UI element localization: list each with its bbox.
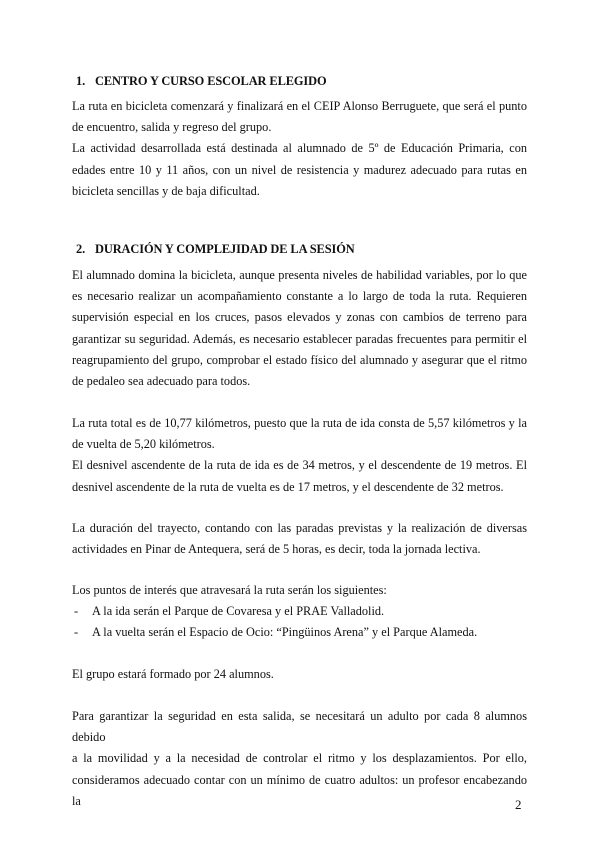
list-dash: - <box>74 604 79 618</box>
section-2-title: DURACIÓN Y COMPLEJIDAD DE LA SESIÓN <box>95 242 355 256</box>
section-1-heading <box>76 74 327 89</box>
section-1-title: CENTRO Y CURSO ESCOLAR ELEGIDO <box>95 74 327 88</box>
section-2-group-size <box>72 664 527 685</box>
section-2-interest-intro <box>72 580 527 601</box>
text-line: bicicleta sencillas y de baja dificultad. <box>72 183 260 198</box>
text-line: El desnivel ascendente de la ruta de ida es de 34 metros, y el descendente de 19 metros. El <box>72 458 527 473</box>
text-line: La ruta total es de 10,77 kilómetros, puesto que la ruta de ida consta de 5,57 kilómetros y la <box>72 416 527 430</box>
section-2-paragraph-distance <box>72 413 527 498</box>
section-2-paragraph-skills <box>72 265 527 392</box>
text-line: desnivel ascendente de la ruta de vuelta es de 17 metros, y el descendente de 32 metros. <box>72 479 504 494</box>
text-line: El grupo estará formado por 24 alumnos. <box>72 667 274 681</box>
text-line: La actividad desarrollada está destinada al alumnado de 5º de Educación Primaria, con <box>72 141 527 156</box>
text-line: a la movilidad y a la necesidad de controlar el ritmo y los desplazamientos. Por ello, <box>72 751 527 766</box>
text-line: La ruta en bicicleta comenzará y finalizará en el CEIP Alonso Berruguete, que será el punto <box>72 99 527 113</box>
list-item <box>72 601 532 622</box>
page-number: 2 <box>515 797 522 812</box>
section-2-number: 2. <box>76 242 86 256</box>
interest-points-list <box>72 601 532 643</box>
section-2-paragraph-safety <box>72 706 527 812</box>
text-line: actividades en Pinar de Antequera, será de 5 horas, es decir, toda la jornada lectiva. <box>72 542 481 557</box>
text-line: Los puntos de interés que atravesará la ruta serán los siguientes: <box>72 583 387 597</box>
text-line: reagrupamiento del grupo, comprobar el estado físico del alumnado y asegurar que el ritmo <box>72 352 527 367</box>
section-1-body <box>72 96 527 202</box>
list-item <box>72 622 532 643</box>
list-item-text: A la vuelta serán el Espacio de Ocio: “Pingüinos Arena” y el Parque Alameda. <box>92 625 478 640</box>
text-line: de vuelta de 5,20 kilómetros. <box>72 437 215 452</box>
list-dash: - <box>74 625 79 640</box>
text-line: El alumnado domina la bicicleta, aunque presenta niveles de habilidad variables, por lo que <box>72 268 527 282</box>
text-line: La duración del trayecto, contando con las paradas previstas y la realización de diversas <box>72 521 527 535</box>
text-line: garantizar su seguridad. Además, es necesario establecer paradas frecuentes para permitir el <box>72 331 527 346</box>
section-2-heading <box>76 242 355 257</box>
text-line: de pedaleo sea adecuado para todos. <box>72 374 251 389</box>
text-line: de encuentro, salida y regreso del grupo. <box>72 120 272 135</box>
text-line: edades entre 10 y 11 años, con un nivel de resistencia y madurez adecuado para rutas en <box>72 162 527 177</box>
text-line: supervisión especial en los cruces, pasos elevados y zonas con cambios de terreno para <box>72 310 527 325</box>
text-line: es necesario realizar un acompañamiento constante a lo largo de toda la ruta. Requieren <box>72 289 527 304</box>
section-1-number: 1. <box>76 74 86 88</box>
text-line: Para garantizar la seguridad en esta salida, se necesitará un adulto por cada 8 alumnos debido <box>72 709 527 745</box>
section-2-paragraph-duration <box>72 518 527 560</box>
text-line: consideramos adecuado contar con un mínimo de cuatro adultos: un profesor encabezando la <box>72 772 527 808</box>
list-item-text: A la ida serán el Parque de Covaresa y el PRAE Valladolid. <box>92 604 385 618</box>
